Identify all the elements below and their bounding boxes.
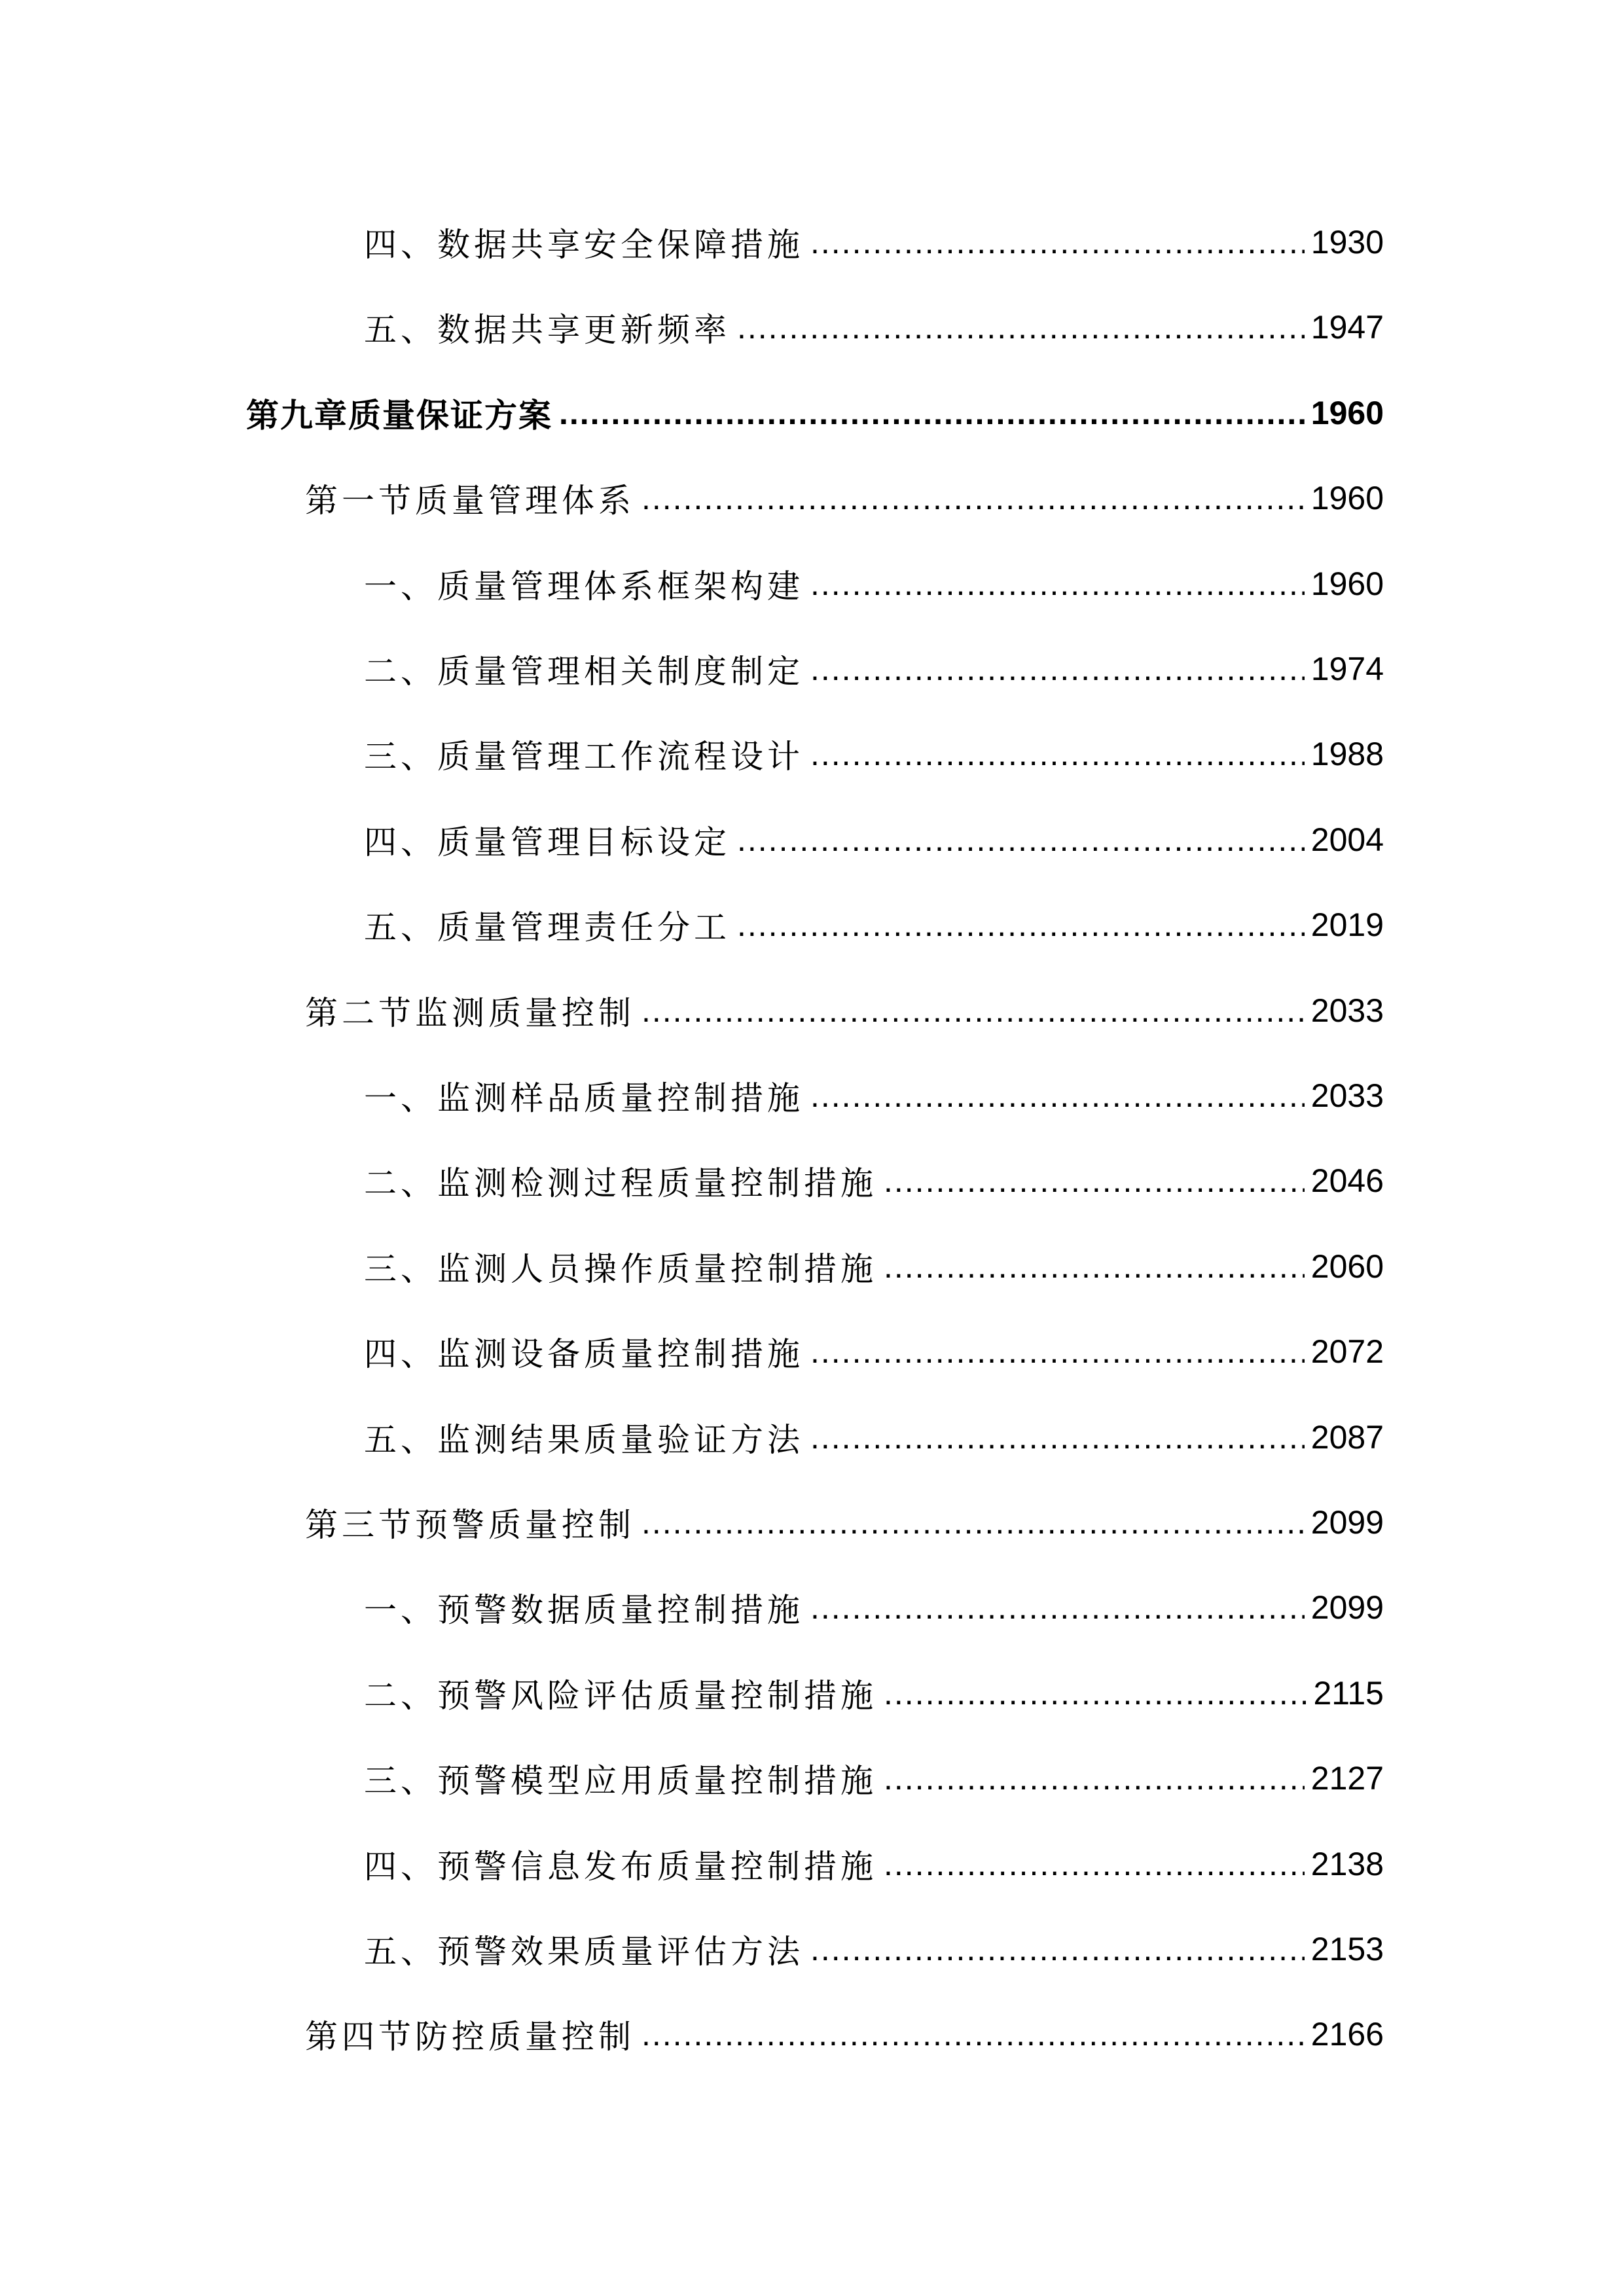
toc-entry-page-number: 2099 <box>1310 1504 1384 1541</box>
toc-entry-title: 第二节监测质量控制 <box>305 994 635 1032</box>
toc-entry-item[interactable] <box>0 1835 1624 1893</box>
toc-entry-item[interactable] <box>0 1066 1624 1125</box>
dot-leader <box>884 1161 1305 1200</box>
dot-leader <box>810 1588 1305 1627</box>
dot-leader <box>641 478 1305 518</box>
dot-leader <box>810 1929 1305 1969</box>
toc-entry-page-number: 2087 <box>1310 1419 1384 1456</box>
dot-leader <box>810 223 1305 262</box>
toc-entry-page-number: 2046 <box>1310 1162 1384 1199</box>
toc-entry-title: 三、监测人员操作质量控制措施 <box>364 1250 877 1288</box>
toc-entry-item[interactable] <box>0 810 1624 869</box>
toc-entry-page-number: 2004 <box>1310 821 1384 858</box>
toc-entry-item[interactable] <box>0 1322 1624 1381</box>
toc-entry-title: 二、监测检测过程质量控制措施 <box>364 1164 877 1202</box>
toc-entry-title: 五、预警效果质量评估方法 <box>364 1933 804 1971</box>
dot-leader <box>810 649 1305 689</box>
toc-entry-page-number: 1988 <box>1310 736 1384 772</box>
dot-leader <box>810 1418 1305 1457</box>
toc-entry-page-number: 1960 <box>1310 395 1384 431</box>
toc-entry-title: 五、监测结果质量验证方法 <box>364 1421 804 1459</box>
toc-entry-title: 第四节防控质量控制 <box>305 2018 635 2056</box>
toc-entry-page-number: 2060 <box>1310 1248 1384 1285</box>
dot-leader <box>737 905 1305 944</box>
toc-entry-item[interactable] <box>0 554 1624 613</box>
toc-entry-title: 第一节质量管理体系 <box>305 482 635 520</box>
dot-leader <box>884 1844 1305 1884</box>
toc-entry-item[interactable] <box>0 1749 1624 1808</box>
toc-entry-title: 五、数据共享更新频率 <box>364 311 731 349</box>
toc-entry-page-number: 2072 <box>1310 1333 1384 1370</box>
toc-entry-item[interactable] <box>0 1408 1624 1467</box>
dot-leader <box>559 393 1305 433</box>
toc-entry-page-number: 1974 <box>1310 651 1384 687</box>
toc-entry-item[interactable] <box>0 213 1624 272</box>
toc-entry-title: 四、预警信息发布质量控制措施 <box>364 1848 877 1886</box>
toc-entry-page-number: 2033 <box>1310 1077 1384 1114</box>
dot-leader <box>641 991 1305 1030</box>
dot-leader <box>884 1759 1305 1798</box>
dot-leader <box>641 2015 1305 2054</box>
toc-entry-title: 三、质量管理工作流程设计 <box>364 738 804 776</box>
dot-leader <box>810 734 1305 774</box>
toc-entry-section[interactable] <box>0 2005 1624 2064</box>
toc-entry-item[interactable] <box>0 1151 1624 1210</box>
toc-entry-title: 四、数据共享安全保障措施 <box>364 226 804 264</box>
dot-leader <box>884 1674 1307 1713</box>
toc-entry-page-number: 2019 <box>1310 906 1384 943</box>
toc-entry-title: 第九章质量保证方案 <box>246 397 552 435</box>
toc-entry-title: 二、预警风险评估质量控制措施 <box>364 1677 877 1715</box>
toc-entry-section[interactable] <box>0 469 1624 528</box>
toc-entry-page-number: 1930 <box>1310 224 1384 260</box>
toc-entry-page-number: 1947 <box>1310 309 1384 346</box>
toc-entry-title: 四、监测设备质量控制措施 <box>364 1335 804 1373</box>
toc-entry-item[interactable] <box>0 639 1624 698</box>
toc-entry-page-number: 2166 <box>1310 2016 1384 2053</box>
toc-entry-page-number: 1960 <box>1310 565 1384 602</box>
toc-entry-title: 二、质量管理相关制度制定 <box>364 653 804 691</box>
dot-leader <box>810 1076 1305 1115</box>
dot-leader <box>810 1332 1305 1371</box>
toc-entry-page-number: 2127 <box>1310 1760 1384 1797</box>
toc-entry-item[interactable] <box>0 1920 1624 1979</box>
toc-entry-section[interactable] <box>0 981 1624 1040</box>
toc-entry-item[interactable] <box>0 1578 1624 1637</box>
toc-entry-item[interactable] <box>0 1237 1624 1296</box>
toc-entry-title: 一、监测样品质量控制措施 <box>364 1079 804 1117</box>
toc-entry-chapter[interactable] <box>0 384 1624 442</box>
toc-entry-title: 五、质量管理责任分工 <box>364 908 731 946</box>
toc-entry-page-number: 2153 <box>1310 1931 1384 1967</box>
toc-entry-item[interactable] <box>0 1664 1624 1723</box>
toc-entry-page-number: 2115 <box>1313 1675 1384 1712</box>
toc-entry-page-number: 2138 <box>1310 1846 1384 1882</box>
toc-entry-title: 四、质量管理目标设定 <box>364 823 731 861</box>
toc-entry-page-number: 2099 <box>1310 1589 1384 1626</box>
dot-leader <box>810 564 1305 603</box>
toc-entry-page-number: 1960 <box>1310 480 1384 516</box>
dot-leader <box>737 308 1305 347</box>
dot-leader <box>884 1247 1305 1286</box>
dot-leader <box>641 1503 1305 1542</box>
toc-entry-title: 一、预警数据质量控制措施 <box>364 1591 804 1629</box>
toc-entry-section[interactable] <box>0 1493 1624 1552</box>
toc-entry-item[interactable] <box>0 895 1624 954</box>
toc-entry-title: 一、质量管理体系框架构建 <box>364 567 804 605</box>
toc-entry-title: 第三节预警质量控制 <box>305 1506 635 1544</box>
toc-entry-title: 三、预警模型应用质量控制措施 <box>364 1762 877 1800</box>
dot-leader <box>737 820 1305 859</box>
toc-entry-item[interactable] <box>0 298 1624 357</box>
toc-entry-page-number: 2033 <box>1310 992 1384 1029</box>
toc-entry-item[interactable] <box>0 725 1624 783</box>
